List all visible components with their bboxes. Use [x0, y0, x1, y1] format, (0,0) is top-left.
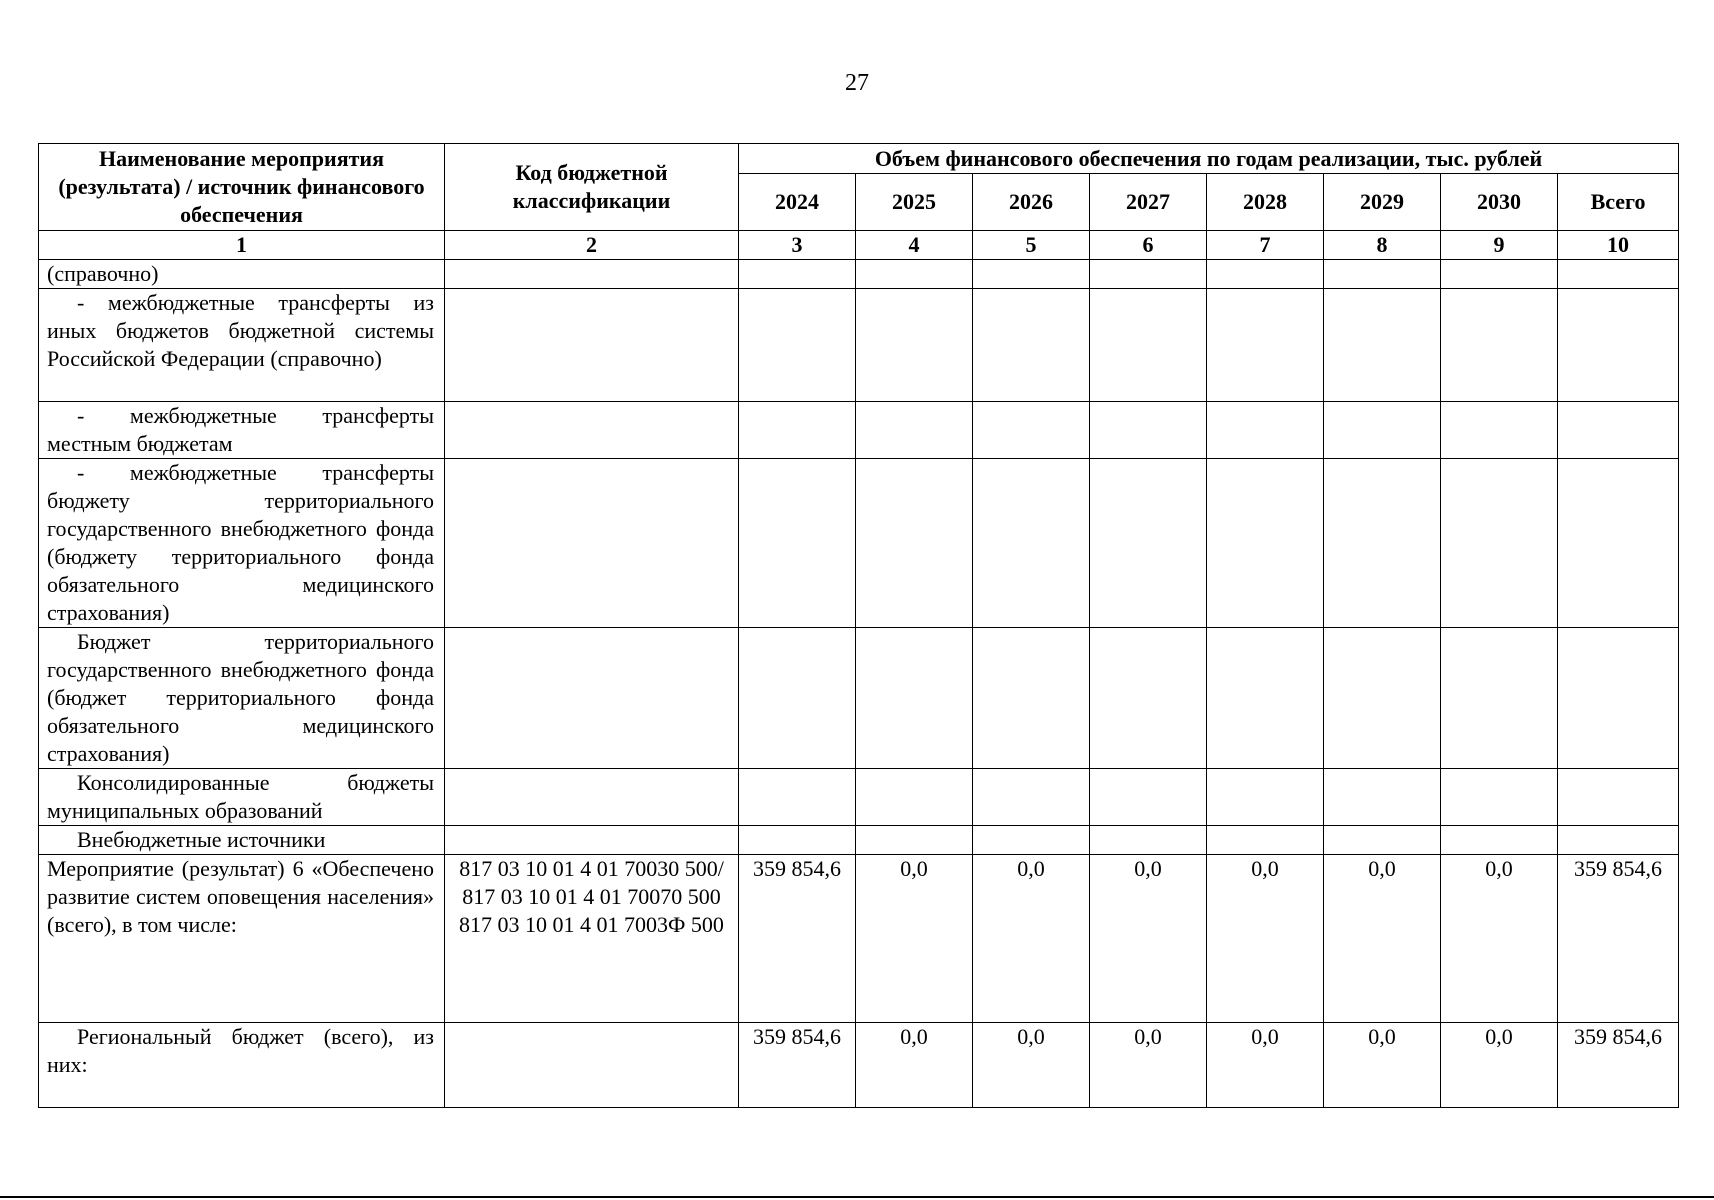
header-name: Наименование мероприятия (результата) / источник финансового обеспечения — [39, 144, 445, 231]
value-cell — [856, 826, 973, 855]
table-row — [39, 260, 1679, 289]
value-cell — [1324, 628, 1441, 769]
value-cell: 0,0 — [1441, 1023, 1558, 1108]
column-number: 7 — [1207, 231, 1324, 260]
value-cell — [856, 402, 973, 459]
row-name: - межбюджетные трансферты из иных бюджетов бюджетной системы Российской Федерации (справочно) — [39, 289, 445, 402]
row-name: Бюджет территориального государственного внебюджетного фонда (бюджет территориального фонда обязательного медицинского страхования) — [39, 628, 445, 769]
value-cell — [1324, 289, 1441, 402]
table-row — [39, 769, 1679, 826]
column-number: 4 — [856, 231, 973, 260]
column-numbers-row — [39, 231, 1679, 260]
column-number: 10 — [1558, 231, 1679, 260]
value-cell — [1207, 459, 1324, 628]
column-number: 2 — [445, 231, 739, 260]
value-cell — [739, 769, 856, 826]
value-cell — [1090, 260, 1207, 289]
value-cell — [1558, 260, 1679, 289]
column-number: 5 — [973, 231, 1090, 260]
row-code — [445, 289, 739, 402]
code-line: 817 03 10 01 4 01 70030 500/ — [459, 856, 724, 881]
value-cell — [1441, 826, 1558, 855]
column-number: 3 — [739, 231, 856, 260]
page-bottom-edge — [0, 1196, 1714, 1198]
row-code — [445, 459, 739, 628]
value-cell — [1090, 769, 1207, 826]
row-code — [445, 769, 739, 826]
row-name: Региональный бюджет (всего), из них: — [39, 1023, 445, 1108]
header-year: 2028 — [1207, 174, 1324, 231]
value-cell: 0,0 — [1207, 1023, 1324, 1108]
header-total: Всего — [1558, 174, 1679, 231]
value-cell — [1207, 826, 1324, 855]
financing-table — [38, 143, 1679, 1108]
row-code — [445, 260, 739, 289]
value-cell — [856, 289, 973, 402]
header-row-1 — [39, 144, 1679, 174]
value-cell — [973, 628, 1090, 769]
column-number: 9 — [1441, 231, 1558, 260]
value-cell — [1441, 769, 1558, 826]
value-cell: 0,0 — [973, 1023, 1090, 1108]
column-number: 8 — [1324, 231, 1441, 260]
header-year: 2027 — [1090, 174, 1207, 231]
code-line: 817 03 10 01 4 01 70070 500 — [462, 884, 721, 909]
value-cell — [739, 289, 856, 402]
value-cell — [1441, 459, 1558, 628]
value-cell — [1441, 402, 1558, 459]
table-row — [39, 826, 1679, 855]
value-cell: 0,0 — [1441, 855, 1558, 1023]
value-cell — [1441, 628, 1558, 769]
header-year: 2030 — [1441, 174, 1558, 231]
value-cell — [973, 402, 1090, 459]
value-cell — [1441, 260, 1558, 289]
value-cell — [973, 826, 1090, 855]
code-line: 817 03 10 01 4 01 7003Ф 500 — [459, 912, 724, 937]
value-cell — [1090, 628, 1207, 769]
column-number: 1 — [39, 231, 445, 260]
value-cell: 0,0 — [1090, 855, 1207, 1023]
header-year: 2025 — [856, 174, 973, 231]
row-code — [445, 1023, 739, 1108]
value-cell — [1558, 402, 1679, 459]
value-cell: 0,0 — [1324, 855, 1441, 1023]
value-cell — [973, 289, 1090, 402]
row-code — [445, 628, 739, 769]
value-cell — [739, 260, 856, 289]
row-name: Внебюджетные источники — [39, 826, 445, 855]
value-cell — [1207, 769, 1324, 826]
value-cell — [1207, 628, 1324, 769]
value-cell — [1090, 402, 1207, 459]
page-number: 27 — [845, 70, 869, 96]
value-cell: 359 854,6 — [739, 855, 856, 1023]
value-cell — [1090, 826, 1207, 855]
value-cell: 359 854,6 — [1558, 1023, 1679, 1108]
header-year: 2029 — [1324, 174, 1441, 231]
value-cell — [1207, 289, 1324, 402]
value-cell — [1441, 289, 1558, 402]
value-cell — [973, 459, 1090, 628]
value-cell: 0,0 — [856, 1023, 973, 1108]
value-cell — [1207, 402, 1324, 459]
value-cell — [739, 459, 856, 628]
table-row — [39, 289, 1679, 402]
table-row — [39, 1023, 1679, 1108]
row-code — [445, 402, 739, 459]
header-year: 2024 — [739, 174, 856, 231]
row-name: (справочно) — [39, 260, 445, 289]
table-row — [39, 402, 1679, 459]
column-number: 6 — [1090, 231, 1207, 260]
value-cell: 0,0 — [856, 855, 973, 1023]
row-name: - межбюджетные трансферты бюджету территориального государственного внебюджетного фонда (бюджету территориального фонда обязательного медицинского страхования) — [39, 459, 445, 628]
value-cell — [856, 459, 973, 628]
value-cell — [1558, 628, 1679, 769]
value-cell: 0,0 — [1090, 1023, 1207, 1108]
value-cell — [1558, 459, 1679, 628]
value-cell — [856, 628, 973, 769]
value-cell — [1207, 260, 1324, 289]
value-cell — [1324, 826, 1441, 855]
row-name: Консолидированные бюджеты муниципальных образований — [39, 769, 445, 826]
row-code — [445, 855, 739, 1023]
value-cell — [1324, 260, 1441, 289]
header-year: 2026 — [973, 174, 1090, 231]
value-cell — [1324, 459, 1441, 628]
value-cell — [739, 402, 856, 459]
value-cell — [856, 769, 973, 826]
value-cell — [1324, 402, 1441, 459]
value-cell — [1324, 769, 1441, 826]
value-cell — [1090, 459, 1207, 628]
table-row — [39, 628, 1679, 769]
value-cell: 0,0 — [973, 855, 1090, 1023]
value-cell — [973, 769, 1090, 826]
row-code — [445, 826, 739, 855]
header-volume: Объем финансового обеспечения по годам реализации, тыс. рублей — [739, 144, 1679, 174]
value-cell — [1558, 826, 1679, 855]
value-cell: 0,0 — [1207, 855, 1324, 1023]
header-code: Код бюджетной классификации — [445, 144, 739, 231]
value-cell — [739, 628, 856, 769]
value-cell — [1558, 289, 1679, 402]
value-cell: 359 854,6 — [1558, 855, 1679, 1023]
value-cell — [973, 260, 1090, 289]
value-cell: 0,0 — [1324, 1023, 1441, 1108]
value-cell — [856, 260, 973, 289]
value-cell — [1558, 769, 1679, 826]
row-name: Мероприятие (результат) 6 «Обеспечено развитие систем оповещения населения» (всего), в том числе: — [39, 855, 445, 1023]
value-cell — [739, 826, 856, 855]
value-cell — [1090, 289, 1207, 402]
table-row — [39, 459, 1679, 628]
table-row-event — [39, 855, 1679, 1023]
row-name: - межбюджетные трансферты местным бюджетам — [39, 402, 445, 459]
value-cell: 359 854,6 — [739, 1023, 856, 1108]
